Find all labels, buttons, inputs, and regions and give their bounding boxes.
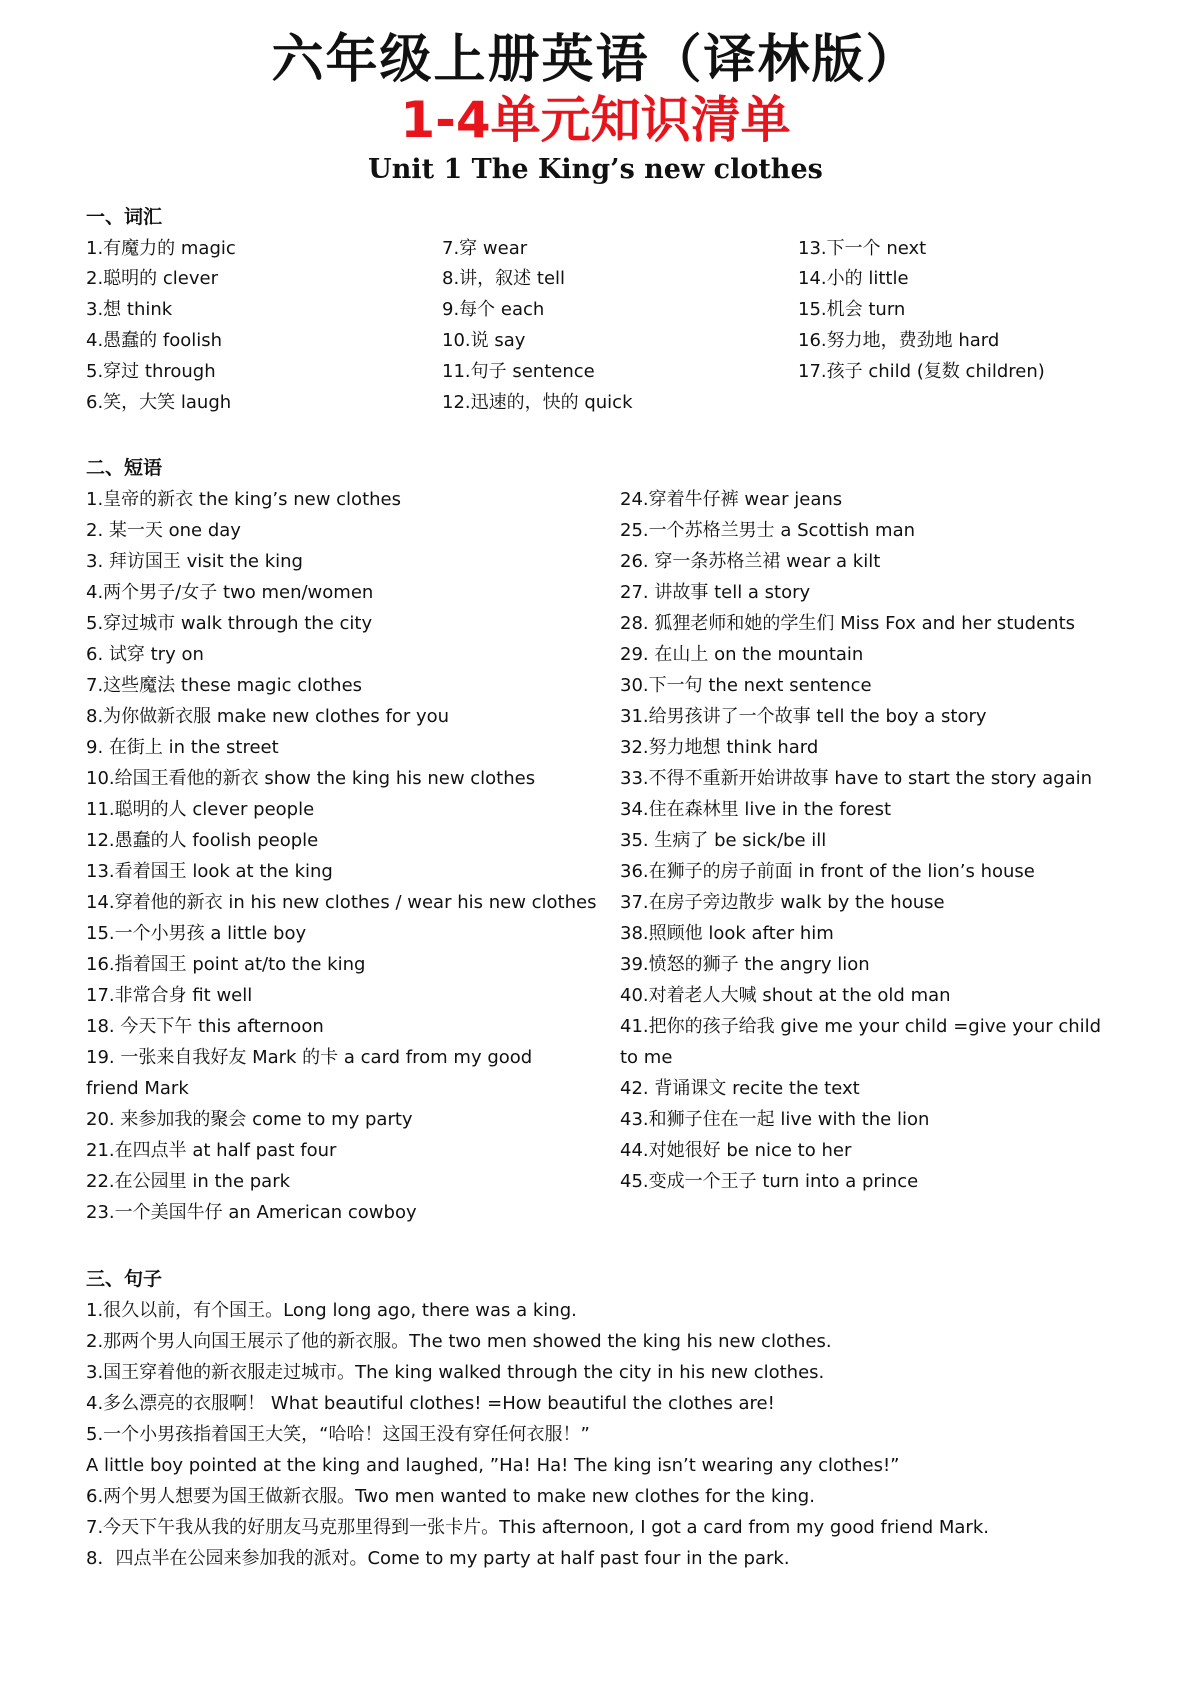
phrase-item: 1.皇帝的新衣 the king’s new clothes bbox=[86, 489, 401, 510]
phrase-item: 10.给国王看他的新衣 show the king his new clothes bbox=[86, 768, 536, 789]
sentence-item: 2.那两个男人向国王展示了他的新衣服。The two men showed the king his new clothes. bbox=[86, 1331, 832, 1352]
phrase-item: 14.穿着他的新衣 in his new clothes / wear his new clothes bbox=[86, 892, 597, 913]
vocab-item: 13.下一个 next bbox=[798, 238, 927, 259]
phrase-item: 40.对着老人大喊 shout at the old man bbox=[620, 985, 951, 1006]
sentence-item: 4.多么漂亮的衣服啊！ What beautiful clothes! =How beautiful the clothes are! bbox=[86, 1393, 775, 1414]
vocab-item: 16.努力地，费劲地 hard bbox=[798, 330, 1000, 351]
phrase-item: 17.非常合身 fit well bbox=[86, 985, 253, 1006]
phrase-item: 3. 拜访国王 visit the king bbox=[86, 551, 303, 572]
phrase-item: 27. 讲故事 tell a story bbox=[620, 582, 811, 603]
phrase-item: 8.为你做新衣服 make new clothes for you bbox=[86, 706, 450, 727]
phrase-item: 22.在公园里 in the park bbox=[86, 1171, 291, 1192]
phrase-item: 39.愤怒的狮子 the angry lion bbox=[620, 954, 870, 975]
vocab-item: 7.穿 wear bbox=[442, 238, 528, 259]
phrase-item: 35. 生病了 be sick/be ill bbox=[620, 830, 827, 851]
sentence-item: 3.国王穿着他的新衣服走过城市。The king walked through the city in his new clothes. bbox=[86, 1362, 825, 1383]
phrase-item: friend Mark bbox=[86, 1078, 189, 1099]
phrase-item: 44.对她很好 be nice to her bbox=[620, 1140, 852, 1161]
phrases-heading: 二、短语 bbox=[86, 457, 163, 479]
unit-title: Unit 1 The King’s new clothes bbox=[368, 154, 823, 185]
vocab-item: 14.小的 little bbox=[798, 268, 909, 289]
phrase-item: 43.和狮子住在一起 live with the lion bbox=[620, 1109, 930, 1130]
phrase-item: 32.努力地想 think hard bbox=[620, 737, 819, 758]
sentence-item: 7.今天下午我从我的好朋友马克那里得到一张卡片。This afternoon, I got a card from my good friend Mark. bbox=[86, 1517, 989, 1538]
phrase-item: 26. 穿一条苏格兰裙 wear a kilt bbox=[620, 551, 881, 572]
vocab-item: 5.穿过 through bbox=[86, 361, 216, 382]
sentence-item: A little boy pointed at the king and laughed, ”Ha! Ha! The king isn’t wearing any clothes!” bbox=[86, 1455, 900, 1476]
phrase-item: 9. 在街上 in the street bbox=[86, 737, 279, 758]
phrase-item: 21.在四点半 at half past four bbox=[86, 1140, 337, 1161]
sentence-item: 1.很久以前，有个国王。Long long ago, there was a king. bbox=[86, 1300, 577, 1321]
vocab-item: 8.讲，叙述 tell bbox=[442, 268, 566, 289]
phrase-item: 5.穿过城市 walk through the city bbox=[86, 613, 373, 634]
sentence-item: 8．四点半在公园来参加我的派对。Come to my party at half past four in the park. bbox=[86, 1548, 790, 1569]
vocab-item: 4.愚蠢的 foolish bbox=[86, 330, 223, 351]
vocab-item: 11.句子 sentence bbox=[442, 361, 595, 382]
vocab-item: 17.孩子 child (复数 children) bbox=[798, 361, 1045, 382]
phrase-item: 45.变成一个王子 turn into a prince bbox=[620, 1171, 919, 1192]
sentence-item: 6.两个男人想要为国王做新衣服。Two men wanted to make new clothes for the king. bbox=[86, 1486, 815, 1507]
vocab-item: 10.说 say bbox=[442, 330, 526, 351]
phrase-item: 28. 狐狸老师和她的学生们 Miss Fox and her students bbox=[620, 613, 1075, 634]
phrase-item: 11.聪明的人 clever people bbox=[86, 799, 315, 820]
phrase-item: 12.愚蠢的人 foolish people bbox=[86, 830, 319, 851]
phrase-item: 13.看着国王 look at the king bbox=[86, 861, 333, 882]
phrase-item: 16.指着国王 point at/to the king bbox=[86, 954, 366, 975]
phrase-item: 25.一个苏格兰男士 a Scottish man bbox=[620, 520, 916, 541]
phrase-item: 15.一个小男孩 a little boy bbox=[86, 923, 307, 944]
sentences-heading: 三、句子 bbox=[86, 1268, 163, 1290]
phrase-item: 42. 背诵课文 recite the text bbox=[620, 1078, 860, 1099]
vocab-item: 9.每个 each bbox=[442, 299, 545, 320]
phrase-item: 33.不得不重新开始讲故事 have to start the story again bbox=[620, 768, 1093, 789]
phrase-item: to me bbox=[620, 1047, 673, 1068]
phrase-item: 36.在狮子的房子前面 in front of the lion’s house bbox=[620, 861, 1035, 882]
vocab-item: 2.聪明的 clever bbox=[86, 268, 218, 289]
vocab-heading: 一、词汇 bbox=[86, 206, 163, 228]
vocab-item: 3.想 think bbox=[86, 299, 173, 320]
phrase-item: 29. 在山上 on the mountain bbox=[620, 644, 864, 665]
phrase-item: 19. 一张来自我好友 Mark 的卡 a card from my good bbox=[86, 1047, 533, 1068]
phrase-item: 38.照顾他 look after him bbox=[620, 923, 834, 944]
phrase-item: 2. 某一天 one day bbox=[86, 520, 241, 541]
phrase-item: 31.给男孩讲了一个故事 tell the boy a story bbox=[620, 706, 987, 727]
phrase-item: 4.两个男子/女子 two men/women bbox=[86, 582, 374, 603]
phrase-item: 24.穿着牛仔裤 wear jeans bbox=[620, 489, 843, 510]
phrase-item: 6. 试穿 try on bbox=[86, 644, 204, 665]
phrase-item: 20. 来参加我的聚会 come to my party bbox=[86, 1109, 413, 1130]
vocab-item: 6.笑，大笑 laugh bbox=[86, 392, 232, 413]
phrase-item: 7.这些魔法 these magic clothes bbox=[86, 675, 363, 696]
vocab-item: 1.有魔力的 magic bbox=[86, 238, 236, 259]
vocab-item: 12.迅速的，快的 quick bbox=[442, 392, 633, 413]
vocab-item: 15.机会 turn bbox=[798, 299, 906, 320]
document-subtitle: 1-4单元知识清单 bbox=[400, 91, 791, 149]
phrase-item: 23.一个美国牛仔 an American cowboy bbox=[86, 1202, 417, 1223]
phrase-item: 34.住在森林里 live in the forest bbox=[620, 799, 892, 820]
sentence-item: 5.一个小男孩指着国王大笑，“哈哈！这国王没有穿任何衣服！” bbox=[86, 1424, 590, 1445]
phrase-item: 18. 今天下午 this afternoon bbox=[86, 1016, 324, 1037]
document-title: 六年级上册英语（译林版） bbox=[271, 30, 920, 90]
phrase-item: 41.把你的孩子给我 give me your child =give your child bbox=[620, 1016, 1102, 1037]
phrase-item: 30.下一句 the next sentence bbox=[620, 675, 872, 696]
phrase-item: 37.在房子旁边散步 walk by the house bbox=[620, 892, 945, 913]
